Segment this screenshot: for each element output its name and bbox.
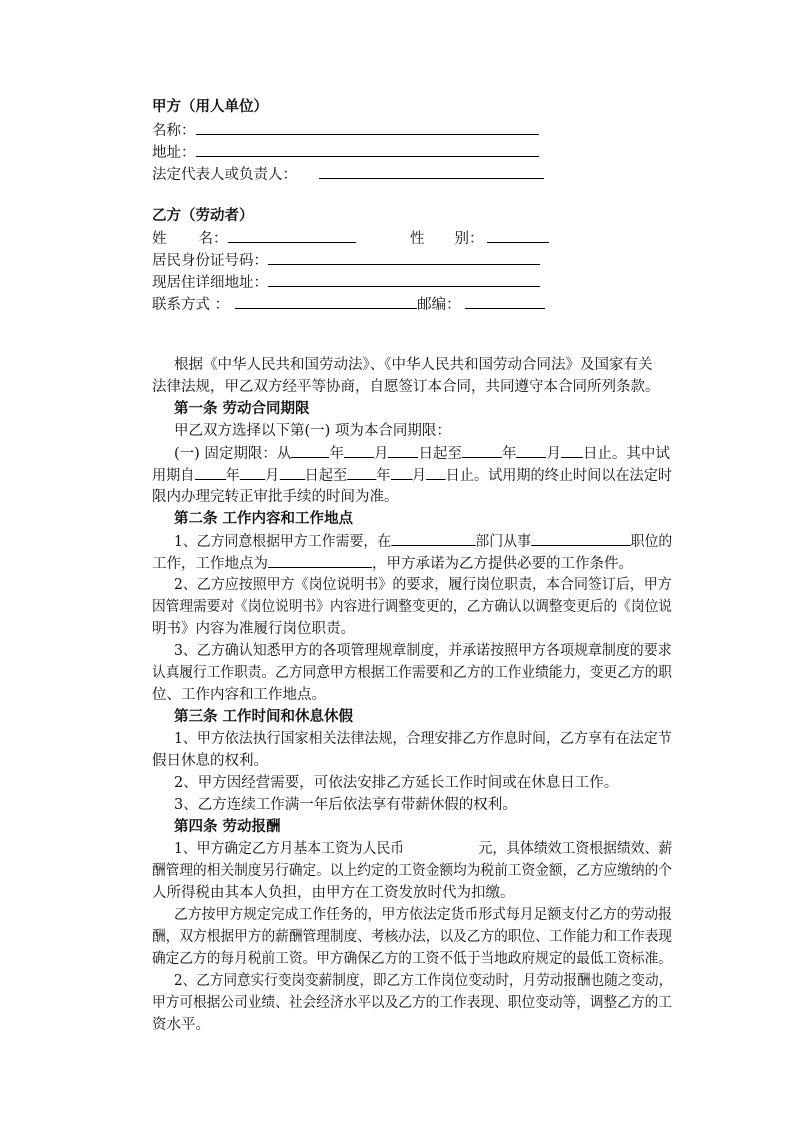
end-month-label: 月: [546, 446, 561, 462]
salary-text-a: 1、甲方确定乙方月基本工资为人民币: [174, 841, 405, 857]
end-day-blank[interactable]: [561, 443, 583, 458]
article-2-clause-1-row-2: [152, 553, 633, 574]
party-b-name-label-1: 姓: [152, 231, 167, 247]
article-4-para-2-line-3: 确定乙方的每月税前工资。甲方确保乙方的工资不低于当地政府规定的最低工资标准。: [152, 951, 672, 967]
start-month-label: 月: [373, 446, 389, 462]
article-2-heading: 第二条 工作内容和工作地点: [174, 510, 354, 527]
start-year-blank[interactable]: [291, 443, 329, 458]
article-4-clause-2-line-1: 2、乙方同意实行变岗变薪制度，即乙方工作岗位变动时，月劳动报酬也随之变动，: [174, 973, 673, 989]
party-a-name-row: [152, 120, 539, 141]
party-b-id-label: 居民身份证号码：: [152, 253, 268, 269]
article-2-clause-1-row-1: [174, 531, 672, 552]
fixed-term-label: (一) 固定期限：从: [174, 446, 292, 462]
article-1-probation-row: [152, 465, 672, 486]
clause-1-text-a: 1、乙方同意根据甲方工作需要，在: [174, 534, 392, 550]
party-a-address-row: [152, 142, 539, 163]
party-b-contact-row: [152, 294, 545, 315]
article-3-clause-1-line-2: 假日休息的权利。: [152, 753, 268, 769]
article-1-para-4: 限内办理完转正审批手续的时间为准。: [152, 489, 399, 505]
party-b-postcode-label: 邮编：: [417, 297, 461, 313]
probation-end-day-blank[interactable]: [426, 465, 446, 480]
end-year-blank[interactable]: [462, 443, 502, 458]
party-a-rep-row: [152, 164, 544, 185]
probation-start-year-blank[interactable]: [194, 465, 225, 480]
party-b-gender-label-1: 性: [410, 231, 425, 247]
probation-label: 用期自: [152, 468, 195, 484]
probation-start-month-label: 月: [265, 468, 280, 484]
party-b-name-row: [152, 228, 356, 249]
party-a-address-blank[interactable]: [196, 142, 539, 157]
start-day-blank[interactable]: [388, 443, 418, 458]
party-b-address-blank[interactable]: [268, 272, 540, 287]
start-month-blank[interactable]: [344, 443, 374, 458]
article-4-clause-1-line-3: 人所得税由其本人负担，由甲方在工资发放时代为扣缴。: [152, 885, 515, 901]
clause-1-text-c: 职位的: [630, 534, 673, 550]
article-4-para-2-line-1: 乙方按甲方规定完成工作任务的，甲方依法定货币形式每月足额支付乙方的劳动报: [174, 907, 672, 923]
party-a-name-blank[interactable]: [196, 120, 539, 135]
party-b-contact-blank[interactable]: [235, 294, 417, 309]
party-b-gender-blank[interactable]: [487, 228, 549, 243]
probation-end-year-label: 年: [376, 468, 391, 484]
preamble-line-2: 法律法规，甲乙双方经平等协商，自愿签订本合同，共同遵守本合同所列条款。: [152, 379, 660, 395]
probation-start-day-blank[interactable]: [279, 465, 304, 480]
probation-start-year-label: 年: [225, 468, 240, 484]
article-4-clause-2-line-2: 甲方可根据公司业绩、社会经济水平以及乙方的工作表现、职位变动等，调整乙方的工: [152, 995, 672, 1011]
article-3-clause-1-line-1: 1、甲方依法执行国家相关法律法规，合理安排乙方作息时间，乙方享有在法定节: [174, 731, 672, 747]
salary-text-b: 元，具体绩效工资根据绩效、薪: [478, 841, 673, 857]
end-month-blank[interactable]: [516, 443, 546, 458]
party-a-name-label: 名称：: [152, 123, 196, 139]
article-2-clause-3-line-1: 3、乙方确认知悉甲方的各项管理规章制度，并承诺按照甲方各项规章制度的要求: [174, 643, 672, 659]
clause-1-text-b: 部门从事: [475, 534, 531, 550]
probation-end-month-blank[interactable]: [391, 465, 412, 480]
article-3-heading: 第三条 工作时间和休息休假: [174, 708, 354, 725]
probation-end-year-blank[interactable]: [347, 465, 376, 480]
party-b-name-label-2: 名：: [198, 231, 228, 247]
clause-1-text-d: 工作，工作地点为: [152, 556, 268, 572]
party-b-name-blank[interactable]: [228, 228, 356, 243]
article-2-clause-3-line-3: 位、工作内容和工作地点。: [152, 687, 326, 703]
party-a-rep-blank[interactable]: [319, 164, 544, 179]
article-3-clause-2: 2、甲方因经营需要，可依法安排乙方延长工作时间或在休息日工作。: [174, 775, 619, 791]
end-day-label: 日止。其中试: [582, 446, 670, 462]
probation-start-month-blank[interactable]: [240, 465, 265, 480]
start-year-label: 年: [329, 446, 344, 462]
article-4-heading: 第四条 劳动报酬: [174, 818, 281, 835]
article-2-clause-3-line-2: 认真履行工作职责。乙方同意甲方根据工作需要和乙方的工作业绩能力，变更乙方的职: [152, 665, 672, 681]
party-b-address-label: 现居住详细地址：: [152, 275, 268, 291]
party-a-rep-label: 法定代表人或负责人：: [152, 167, 297, 183]
article-1-heading: 第一条 劳动合同期限: [174, 400, 310, 417]
clause-1-text-e: ，甲方承诺为乙方提供必要的工作条件。: [372, 556, 633, 572]
party-b-postcode-blank[interactable]: [465, 294, 545, 309]
probation-end-day-label: 日止。试用期的终止时间以在法定时: [445, 468, 672, 484]
party-b-title: 乙方（劳动者）: [152, 207, 254, 224]
article-2-clause-2-line-3: 明书》内容为准履行岗位职责。: [152, 621, 355, 637]
work-location-blank[interactable]: [268, 553, 372, 568]
party-b-id-row: [152, 250, 540, 271]
end-year-label: 年: [501, 446, 517, 462]
probation-start-day-label: 日起至: [304, 468, 348, 484]
article-1-para-1: 甲乙双方选择以下第(一) 项为本合同期限：: [174, 423, 451, 439]
article-4-clause-2-line-3: 资水平。: [152, 1017, 210, 1033]
position-blank[interactable]: [531, 531, 631, 546]
party-b-id-blank[interactable]: [268, 250, 540, 265]
party-b-address-row: [152, 272, 540, 293]
article-1-fixed-term-row: [174, 443, 670, 464]
party-b-gender-row: [410, 228, 549, 249]
start-day-label: 日起至: [418, 446, 462, 462]
party-a-title: 甲方（用人单位）: [152, 98, 268, 115]
probation-end-month-label: 月: [411, 468, 427, 484]
article-2-clause-2-line-2: 因管理需要对《岗位说明书》内容进行调整变更的，乙方确认以调整变更后的《岗位说: [152, 599, 672, 615]
article-2-clause-2-line-1: 2、乙方应按照甲方《岗位说明书》的要求，履行岗位职责，本合同签订后，甲方: [174, 577, 672, 593]
party-b-gender-label-2: 别：: [454, 231, 484, 247]
article-4-clause-1-line-1: [174, 839, 672, 859]
party-a-address-label: 地址：: [152, 145, 196, 161]
article-3-clause-3: 3、乙方连续工作满一年后依法享有带薪休假的权利。: [174, 797, 517, 813]
article-4-clause-1-line-2: 酬管理的相关制度另行确定。以上约定的工资金额均为税前工资金额，乙方应缴纳的个: [152, 863, 672, 879]
article-4-para-2-line-2: 酬，双方根据甲方的薪酬管理制度、考核办法，以及乙方的职位、工作能力和工作表现: [152, 929, 672, 945]
preamble-line-1: 根据《中华人民共和国劳动法》、《中华人民共和国劳动合同法》及国家有关: [174, 357, 653, 373]
department-blank[interactable]: [391, 531, 475, 546]
party-b-contact-label: 联系方式 ：: [152, 297, 230, 313]
